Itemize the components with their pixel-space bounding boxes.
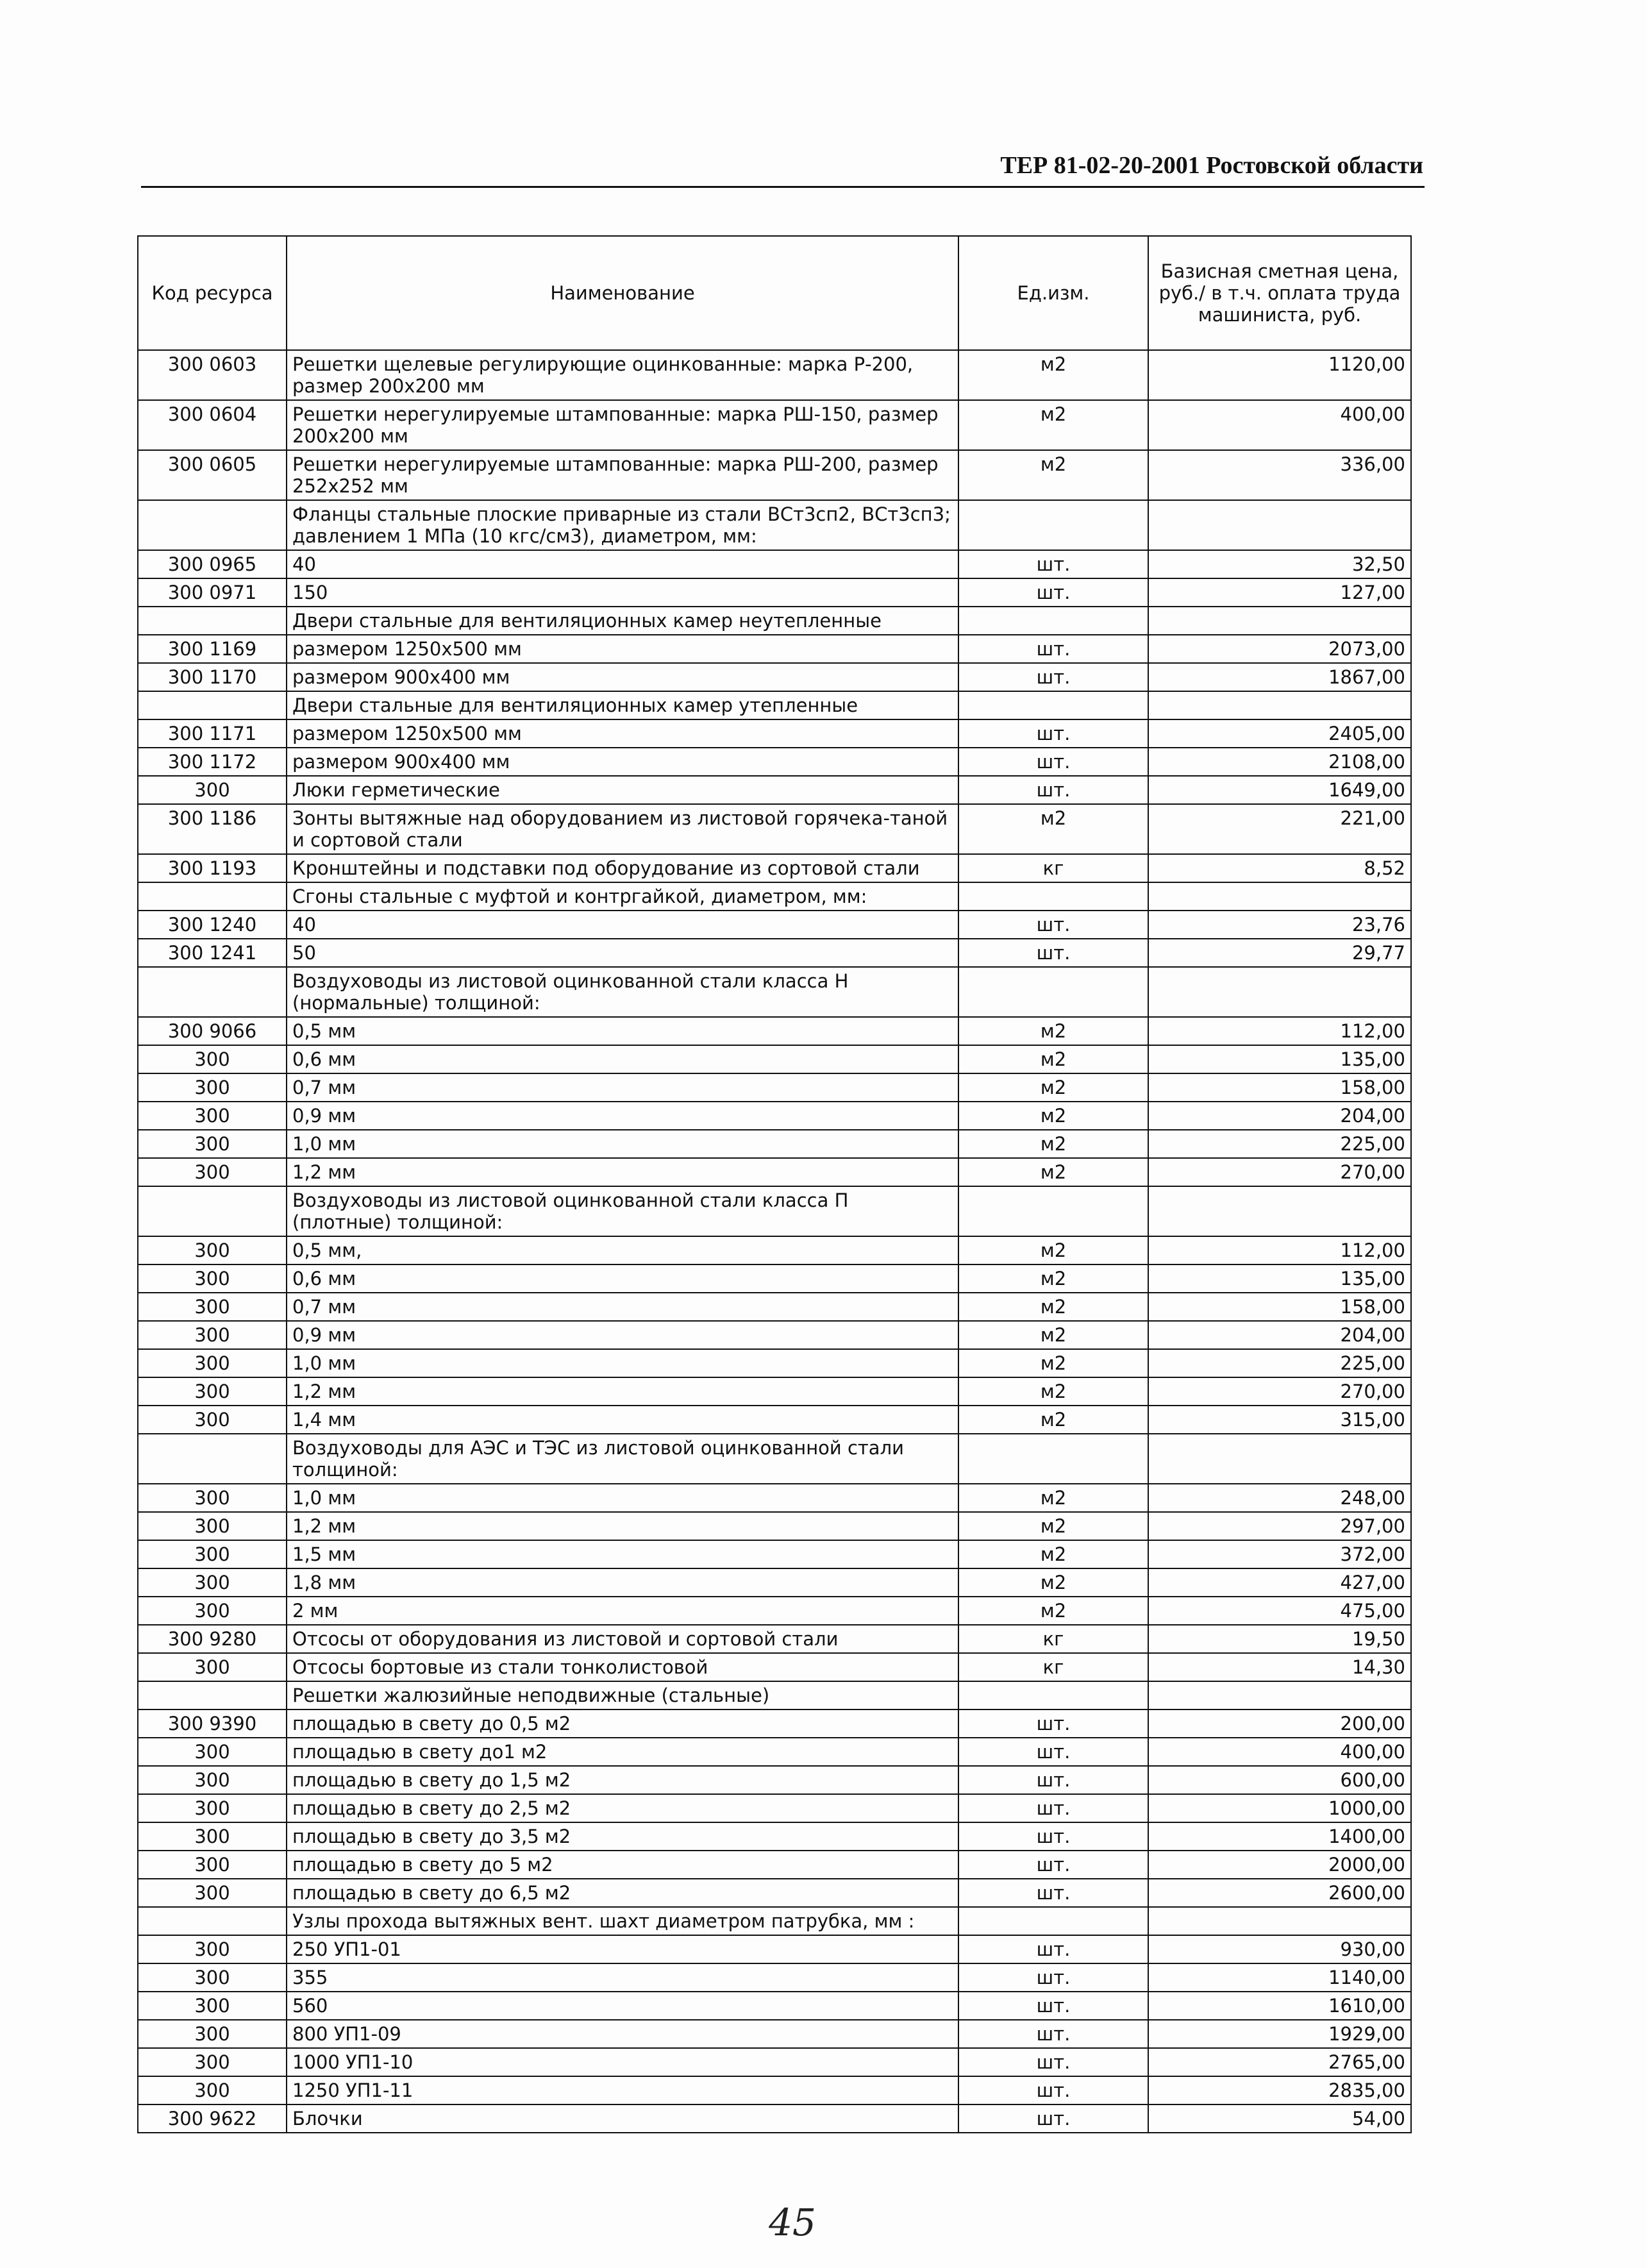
cell-price: 1929,00 xyxy=(1148,2020,1411,2048)
cell-name: 150 xyxy=(287,578,958,607)
cell-name: 1,0 мм xyxy=(287,1130,958,1158)
cell-code: 300 xyxy=(138,1512,287,1540)
cell-code: 300 xyxy=(138,1653,287,1681)
table-row xyxy=(138,350,1411,400)
cell-code: 300 xyxy=(138,1102,287,1130)
table-row xyxy=(138,1681,1411,1709)
table-row xyxy=(138,2048,1411,2076)
table-row xyxy=(138,1484,1411,1512)
cell-price: 270,00 xyxy=(1148,1158,1411,1186)
table-row xyxy=(138,1653,1411,1681)
cell-code: 300 xyxy=(138,2076,287,2104)
cell-name: 1,0 мм xyxy=(287,1349,958,1377)
cell-name: 0,7 мм xyxy=(287,1293,958,1321)
header-divider xyxy=(141,186,1425,188)
cell-price: 1649,00 xyxy=(1148,776,1411,804)
cell-unit: м2 xyxy=(958,350,1148,400)
cell-price xyxy=(1148,1681,1411,1709)
cell-unit: м2 xyxy=(958,1540,1148,1568)
cell-code: 300 xyxy=(138,1130,287,1158)
cell-name: размером 900х400 мм xyxy=(287,748,958,776)
column-header-unit: Ед.изм. xyxy=(958,236,1148,350)
cell-name: 0,7 мм xyxy=(287,1073,958,1102)
cell-code: 300 xyxy=(138,1738,287,1766)
cell-price xyxy=(1148,1434,1411,1484)
table-row xyxy=(138,1102,1411,1130)
cell-unit: шт. xyxy=(958,1709,1148,1738)
table-row xyxy=(138,1879,1411,1907)
cell-code: 300 xyxy=(138,1377,287,1406)
table-row xyxy=(138,1766,1411,1794)
cell-unit: кг xyxy=(958,854,1148,882)
cell-price: 204,00 xyxy=(1148,1102,1411,1130)
column-header-name: Наименование xyxy=(287,236,958,350)
cell-code: 300 xyxy=(138,1766,287,1794)
cell-name: Фланцы стальные плоские приварные из стали ВСт3сп2, ВСт3сп3; давлением 1 МПа (10 кгс/см3), диаметром, мм: xyxy=(287,500,958,550)
cell-code: 300 0605 xyxy=(138,450,287,500)
cell-unit: м2 xyxy=(958,1349,1148,1377)
cell-unit xyxy=(958,882,1148,911)
cell-unit: шт. xyxy=(958,663,1148,691)
cell-name: 40 xyxy=(287,911,958,939)
cell-code: 300 xyxy=(138,1540,287,1568)
cell-price: 112,00 xyxy=(1148,1236,1411,1264)
table-row xyxy=(138,663,1411,691)
cell-price: 2835,00 xyxy=(1148,2076,1411,2104)
cell-name: 1,0 мм xyxy=(287,1484,958,1512)
cell-unit: шт. xyxy=(958,776,1148,804)
cell-price: 248,00 xyxy=(1148,1484,1411,1512)
cell-code: 300 0604 xyxy=(138,400,287,450)
cell-name: Воздуховоды из листовой оцинкованной стали класса П (плотные) толщиной: xyxy=(287,1186,958,1236)
table-row xyxy=(138,854,1411,882)
cell-unit xyxy=(958,1907,1148,1935)
table-row xyxy=(138,939,1411,967)
cell-price: 19,50 xyxy=(1148,1625,1411,1653)
cell-name: Узлы прохода вытяжных вент. шахт диаметром патрубка, мм : xyxy=(287,1907,958,1935)
cell-code: 300 xyxy=(138,776,287,804)
cell-price: 270,00 xyxy=(1148,1377,1411,1406)
cell-unit: м2 xyxy=(958,1406,1148,1434)
table-row xyxy=(138,2104,1411,2133)
table-row xyxy=(138,1017,1411,1045)
table-row xyxy=(138,550,1411,578)
cell-code xyxy=(138,1907,287,1935)
table-body xyxy=(138,350,1411,2133)
cell-name: площадью в свету до 1,5 м2 xyxy=(287,1766,958,1794)
cell-unit: шт. xyxy=(958,578,1148,607)
cell-name: Воздуховоды из листовой оцинкованной стали класса Н (нормальные) толщиной: xyxy=(287,967,958,1017)
cell-code: 300 xyxy=(138,1349,287,1377)
cell-price xyxy=(1148,607,1411,635)
cell-price: 200,00 xyxy=(1148,1709,1411,1738)
cell-price: 204,00 xyxy=(1148,1321,1411,1349)
cell-code: 300 1170 xyxy=(138,663,287,691)
cell-code: 300 xyxy=(138,2020,287,2048)
cell-price: 29,77 xyxy=(1148,939,1411,967)
table-row xyxy=(138,691,1411,719)
cell-unit: м2 xyxy=(958,1377,1148,1406)
table-row xyxy=(138,1794,1411,1822)
table-row xyxy=(138,719,1411,748)
table-row xyxy=(138,882,1411,911)
cell-name: Сгоны стальные с муфтой и контргайкой, диаметром, мм: xyxy=(287,882,958,911)
table-row xyxy=(138,1822,1411,1851)
cell-unit: шт. xyxy=(958,1766,1148,1794)
cell-name: 50 xyxy=(287,939,958,967)
table-row xyxy=(138,635,1411,663)
cell-unit: шт. xyxy=(958,748,1148,776)
table-row xyxy=(138,1851,1411,1879)
cell-code: 300 0603 xyxy=(138,350,287,400)
cell-name: 0,9 мм xyxy=(287,1102,958,1130)
table-row xyxy=(138,1963,1411,1992)
cell-name: площадью в свету до 6,5 м2 xyxy=(287,1879,958,1907)
table-row xyxy=(138,1186,1411,1236)
table-row xyxy=(138,607,1411,635)
table-row xyxy=(138,1045,1411,1073)
cell-code xyxy=(138,691,287,719)
cell-name: Решетки нерегулируемые штампованные: марка РШ-200, размер 252х252 мм xyxy=(287,450,958,500)
cell-price: 127,00 xyxy=(1148,578,1411,607)
cell-code xyxy=(138,1434,287,1484)
cell-name: 0,5 мм xyxy=(287,1017,958,1045)
table-row xyxy=(138,1568,1411,1597)
cell-name: 0,5 мм, xyxy=(287,1236,958,1264)
cell-name: Люки герметические xyxy=(287,776,958,804)
cell-unit: шт. xyxy=(958,1738,1148,1766)
cell-price: 135,00 xyxy=(1148,1045,1411,1073)
cell-code: 300 1172 xyxy=(138,748,287,776)
cell-code: 300 1169 xyxy=(138,635,287,663)
cell-unit: м2 xyxy=(958,400,1148,450)
cell-unit: шт. xyxy=(958,719,1148,748)
cell-price xyxy=(1148,1907,1411,1935)
cell-code: 300 xyxy=(138,1597,287,1625)
cell-price: 2600,00 xyxy=(1148,1879,1411,1907)
cell-name: Кронштейны и подставки под оборудование из сортовой стали xyxy=(287,854,958,882)
cell-price: 1400,00 xyxy=(1148,1822,1411,1851)
cell-unit: шт. xyxy=(958,550,1148,578)
cell-code: 300 xyxy=(138,1935,287,1963)
cell-unit: м2 xyxy=(958,1321,1148,1349)
cell-unit: м2 xyxy=(958,1293,1148,1321)
cell-code: 300 1186 xyxy=(138,804,287,854)
cell-unit: м2 xyxy=(958,804,1148,854)
table-row xyxy=(138,1992,1411,2020)
cell-name: 800 УП1-09 xyxy=(287,2020,958,2048)
cell-unit: м2 xyxy=(958,1130,1148,1158)
cell-code: 300 9066 xyxy=(138,1017,287,1045)
cell-unit: м2 xyxy=(958,1264,1148,1293)
cell-name: 1,8 мм xyxy=(287,1568,958,1597)
table-row xyxy=(138,500,1411,550)
table-row xyxy=(138,1935,1411,1963)
cell-price: 315,00 xyxy=(1148,1406,1411,1434)
cell-name: площадью в свету до 0,5 м2 xyxy=(287,1709,958,1738)
cell-unit: шт. xyxy=(958,1794,1148,1822)
document-header: ТЕР 81-02-20-2001 Ростовской области xyxy=(1000,152,1423,179)
cell-unit xyxy=(958,500,1148,550)
cell-unit: м2 xyxy=(958,1568,1148,1597)
cell-unit: кг xyxy=(958,1625,1148,1653)
cell-code: 300 9390 xyxy=(138,1709,287,1738)
cell-name: 560 xyxy=(287,1992,958,2020)
cell-code: 300 0965 xyxy=(138,550,287,578)
table-row xyxy=(138,1377,1411,1406)
cell-code: 300 1241 xyxy=(138,939,287,967)
cell-price: 14,30 xyxy=(1148,1653,1411,1681)
cell-price: 475,00 xyxy=(1148,1597,1411,1625)
resource-price-table xyxy=(137,235,1412,2133)
cell-unit xyxy=(958,607,1148,635)
cell-price: 427,00 xyxy=(1148,1568,1411,1597)
cell-price: 2405,00 xyxy=(1148,719,1411,748)
cell-code: 300 xyxy=(138,1822,287,1851)
cell-code: 300 xyxy=(138,1879,287,1907)
cell-unit: шт. xyxy=(958,2048,1148,2076)
cell-code: 300 9280 xyxy=(138,1625,287,1653)
cell-unit: м2 xyxy=(958,1158,1148,1186)
cell-name: 250 УП1-01 xyxy=(287,1935,958,1963)
table-row xyxy=(138,748,1411,776)
table-row xyxy=(138,1130,1411,1158)
cell-unit xyxy=(958,967,1148,1017)
cell-code xyxy=(138,1681,287,1709)
cell-unit: кг xyxy=(958,1653,1148,1681)
cell-name: Отсосы от оборудования из листовой и сортовой стали xyxy=(287,1625,958,1653)
table-row xyxy=(138,1434,1411,1484)
cell-price: 135,00 xyxy=(1148,1264,1411,1293)
cell-price: 2073,00 xyxy=(1148,635,1411,663)
cell-name: 1,2 мм xyxy=(287,1158,958,1186)
cell-unit: м2 xyxy=(958,1236,1148,1264)
table-row xyxy=(138,776,1411,804)
cell-code: 300 xyxy=(138,1484,287,1512)
cell-name: 0,6 мм xyxy=(287,1045,958,1073)
table-row xyxy=(138,1597,1411,1625)
cell-name: 1250 УП1-11 xyxy=(287,2076,958,2104)
cell-price: 221,00 xyxy=(1148,804,1411,854)
cell-unit: м2 xyxy=(958,1484,1148,1512)
cell-price: 2108,00 xyxy=(1148,748,1411,776)
cell-price xyxy=(1148,500,1411,550)
table-row xyxy=(138,911,1411,939)
cell-name: Двери стальные для вентиляционных камер утепленные xyxy=(287,691,958,719)
cell-unit xyxy=(958,1186,1148,1236)
cell-name: 1,2 мм xyxy=(287,1377,958,1406)
table-row xyxy=(138,578,1411,607)
cell-unit: м2 xyxy=(958,1073,1148,1102)
cell-code: 300 xyxy=(138,1321,287,1349)
table-row xyxy=(138,450,1411,500)
cell-unit: шт. xyxy=(958,1879,1148,1907)
cell-unit: шт. xyxy=(958,1851,1148,1879)
table-row xyxy=(138,2076,1411,2104)
cell-price: 2765,00 xyxy=(1148,2048,1411,2076)
table-row xyxy=(138,2020,1411,2048)
cell-unit: шт. xyxy=(958,939,1148,967)
cell-unit: шт. xyxy=(958,1963,1148,1992)
cell-price: 225,00 xyxy=(1148,1130,1411,1158)
cell-price xyxy=(1148,691,1411,719)
cell-unit: шт. xyxy=(958,635,1148,663)
cell-unit: м2 xyxy=(958,1597,1148,1625)
cell-name: 0,9 мм xyxy=(287,1321,958,1349)
cell-price: 1000,00 xyxy=(1148,1794,1411,1822)
cell-name: 1,4 мм xyxy=(287,1406,958,1434)
cell-price: 1610,00 xyxy=(1148,1992,1411,2020)
cell-unit: шт. xyxy=(958,2076,1148,2104)
cell-name: размером 900х400 мм xyxy=(287,663,958,691)
cell-name: Двери стальные для вентиляционных камер неутепленные xyxy=(287,607,958,635)
page-number: 45 xyxy=(769,2201,816,2244)
cell-code: 300 xyxy=(138,1045,287,1073)
table-row xyxy=(138,1540,1411,1568)
cell-code: 300 xyxy=(138,1406,287,1434)
cell-unit: шт. xyxy=(958,2104,1148,2133)
cell-unit: шт. xyxy=(958,2020,1148,2048)
cell-name: 40 xyxy=(287,550,958,578)
table-row xyxy=(138,1738,1411,1766)
cell-name: Решетки нерегулируемые штампованные: марка РШ-150, размер 200х200 мм xyxy=(287,400,958,450)
cell-unit: шт. xyxy=(958,911,1148,939)
cell-price: 1867,00 xyxy=(1148,663,1411,691)
cell-name: Решетки жалюзийные неподвижные (стальные) xyxy=(287,1681,958,1709)
cell-name: 355 xyxy=(287,1963,958,1992)
cell-code: 300 xyxy=(138,1568,287,1597)
cell-code: 300 xyxy=(138,1236,287,1264)
table-row xyxy=(138,1625,1411,1653)
cell-code: 300 9622 xyxy=(138,2104,287,2133)
cell-code: 300 1193 xyxy=(138,854,287,882)
table-row xyxy=(138,1236,1411,1264)
cell-price xyxy=(1148,882,1411,911)
table-row xyxy=(138,967,1411,1017)
table-row xyxy=(138,1406,1411,1434)
cell-code: 300 xyxy=(138,2048,287,2076)
table-header-row xyxy=(138,236,1411,350)
cell-price: 2000,00 xyxy=(1148,1851,1411,1879)
table-row xyxy=(138,804,1411,854)
cell-name: 1,2 мм xyxy=(287,1512,958,1540)
cell-price: 930,00 xyxy=(1148,1935,1411,1963)
cell-price: 1120,00 xyxy=(1148,350,1411,400)
cell-name: Зонты вытяжные над оборудованием из листовой горячека-таной и сортовой стали xyxy=(287,804,958,854)
cell-unit: м2 xyxy=(958,1512,1148,1540)
column-header-code: Код ресурса xyxy=(138,236,287,350)
cell-unit: шт. xyxy=(958,1822,1148,1851)
cell-name: Решетки щелевые регулирующие оцинкованные: марка Р-200, размер 200х200 мм xyxy=(287,350,958,400)
cell-unit: м2 xyxy=(958,450,1148,500)
cell-code: 300 xyxy=(138,1794,287,1822)
cell-name: площадью в свету до 5 м2 xyxy=(287,1851,958,1879)
cell-code: 300 xyxy=(138,1264,287,1293)
table-row xyxy=(138,1349,1411,1377)
cell-name: Блочки xyxy=(287,2104,958,2133)
cell-price: 32,50 xyxy=(1148,550,1411,578)
cell-code: 300 1240 xyxy=(138,911,287,939)
cell-name: Отсосы бортовые из стали тонколистовой xyxy=(287,1653,958,1681)
table-row xyxy=(138,1264,1411,1293)
cell-code: 300 xyxy=(138,1073,287,1102)
cell-name: 2 мм xyxy=(287,1597,958,1625)
cell-unit xyxy=(958,1434,1148,1484)
cell-code: 300 xyxy=(138,1851,287,1879)
cell-name: 0,6 мм xyxy=(287,1264,958,1293)
table-row xyxy=(138,400,1411,450)
cell-code: 300 xyxy=(138,1293,287,1321)
cell-price: 600,00 xyxy=(1148,1766,1411,1794)
cell-unit xyxy=(958,691,1148,719)
cell-price xyxy=(1148,1186,1411,1236)
cell-price: 372,00 xyxy=(1148,1540,1411,1568)
cell-name: площадью в свету до 3,5 м2 xyxy=(287,1822,958,1851)
table-row xyxy=(138,1158,1411,1186)
cell-name: площадью в свету до 2,5 м2 xyxy=(287,1794,958,1822)
table-row xyxy=(138,1321,1411,1349)
cell-code xyxy=(138,882,287,911)
cell-unit xyxy=(958,1681,1148,1709)
cell-unit: м2 xyxy=(958,1045,1148,1073)
cell-code xyxy=(138,607,287,635)
cell-code xyxy=(138,500,287,550)
table-row xyxy=(138,1293,1411,1321)
cell-code xyxy=(138,967,287,1017)
cell-name: размером 1250х500 мм xyxy=(287,635,958,663)
cell-unit: шт. xyxy=(958,1935,1148,1963)
cell-name: Воздуховоды для АЭС и ТЭС из листовой оцинкованной стали толщиной: xyxy=(287,1434,958,1484)
cell-price: 23,76 xyxy=(1148,911,1411,939)
cell-code xyxy=(138,1186,287,1236)
cell-name: площадью в свету до1 м2 xyxy=(287,1738,958,1766)
cell-price: 158,00 xyxy=(1148,1073,1411,1102)
cell-price: 8,52 xyxy=(1148,854,1411,882)
table-row xyxy=(138,1073,1411,1102)
cell-code: 300 1171 xyxy=(138,719,287,748)
cell-price: 158,00 xyxy=(1148,1293,1411,1321)
cell-code: 300 xyxy=(138,1963,287,1992)
table-row xyxy=(138,1907,1411,1935)
cell-unit: м2 xyxy=(958,1102,1148,1130)
cell-price: 1140,00 xyxy=(1148,1963,1411,1992)
table-row xyxy=(138,1709,1411,1738)
cell-name: 1000 УП1-10 xyxy=(287,2048,958,2076)
cell-code: 300 0971 xyxy=(138,578,287,607)
cell-price: 112,00 xyxy=(1148,1017,1411,1045)
cell-price: 336,00 xyxy=(1148,450,1411,500)
table-row xyxy=(138,1512,1411,1540)
cell-code: 300 xyxy=(138,1158,287,1186)
cell-price: 225,00 xyxy=(1148,1349,1411,1377)
cell-price: 54,00 xyxy=(1148,2104,1411,2133)
cell-code: 300 xyxy=(138,1992,287,2020)
cell-price: 400,00 xyxy=(1148,1738,1411,1766)
cell-price xyxy=(1148,967,1411,1017)
cell-unit: шт. xyxy=(958,1992,1148,2020)
column-header-price: Базисная сметная цена, руб./ в т.ч. оплата труда машиниста, руб. xyxy=(1148,236,1411,350)
cell-name: размером 1250х500 мм xyxy=(287,719,958,748)
cell-price: 297,00 xyxy=(1148,1512,1411,1540)
cell-name: 1,5 мм xyxy=(287,1540,958,1568)
cell-unit: м2 xyxy=(958,1017,1148,1045)
cell-price: 400,00 xyxy=(1148,400,1411,450)
